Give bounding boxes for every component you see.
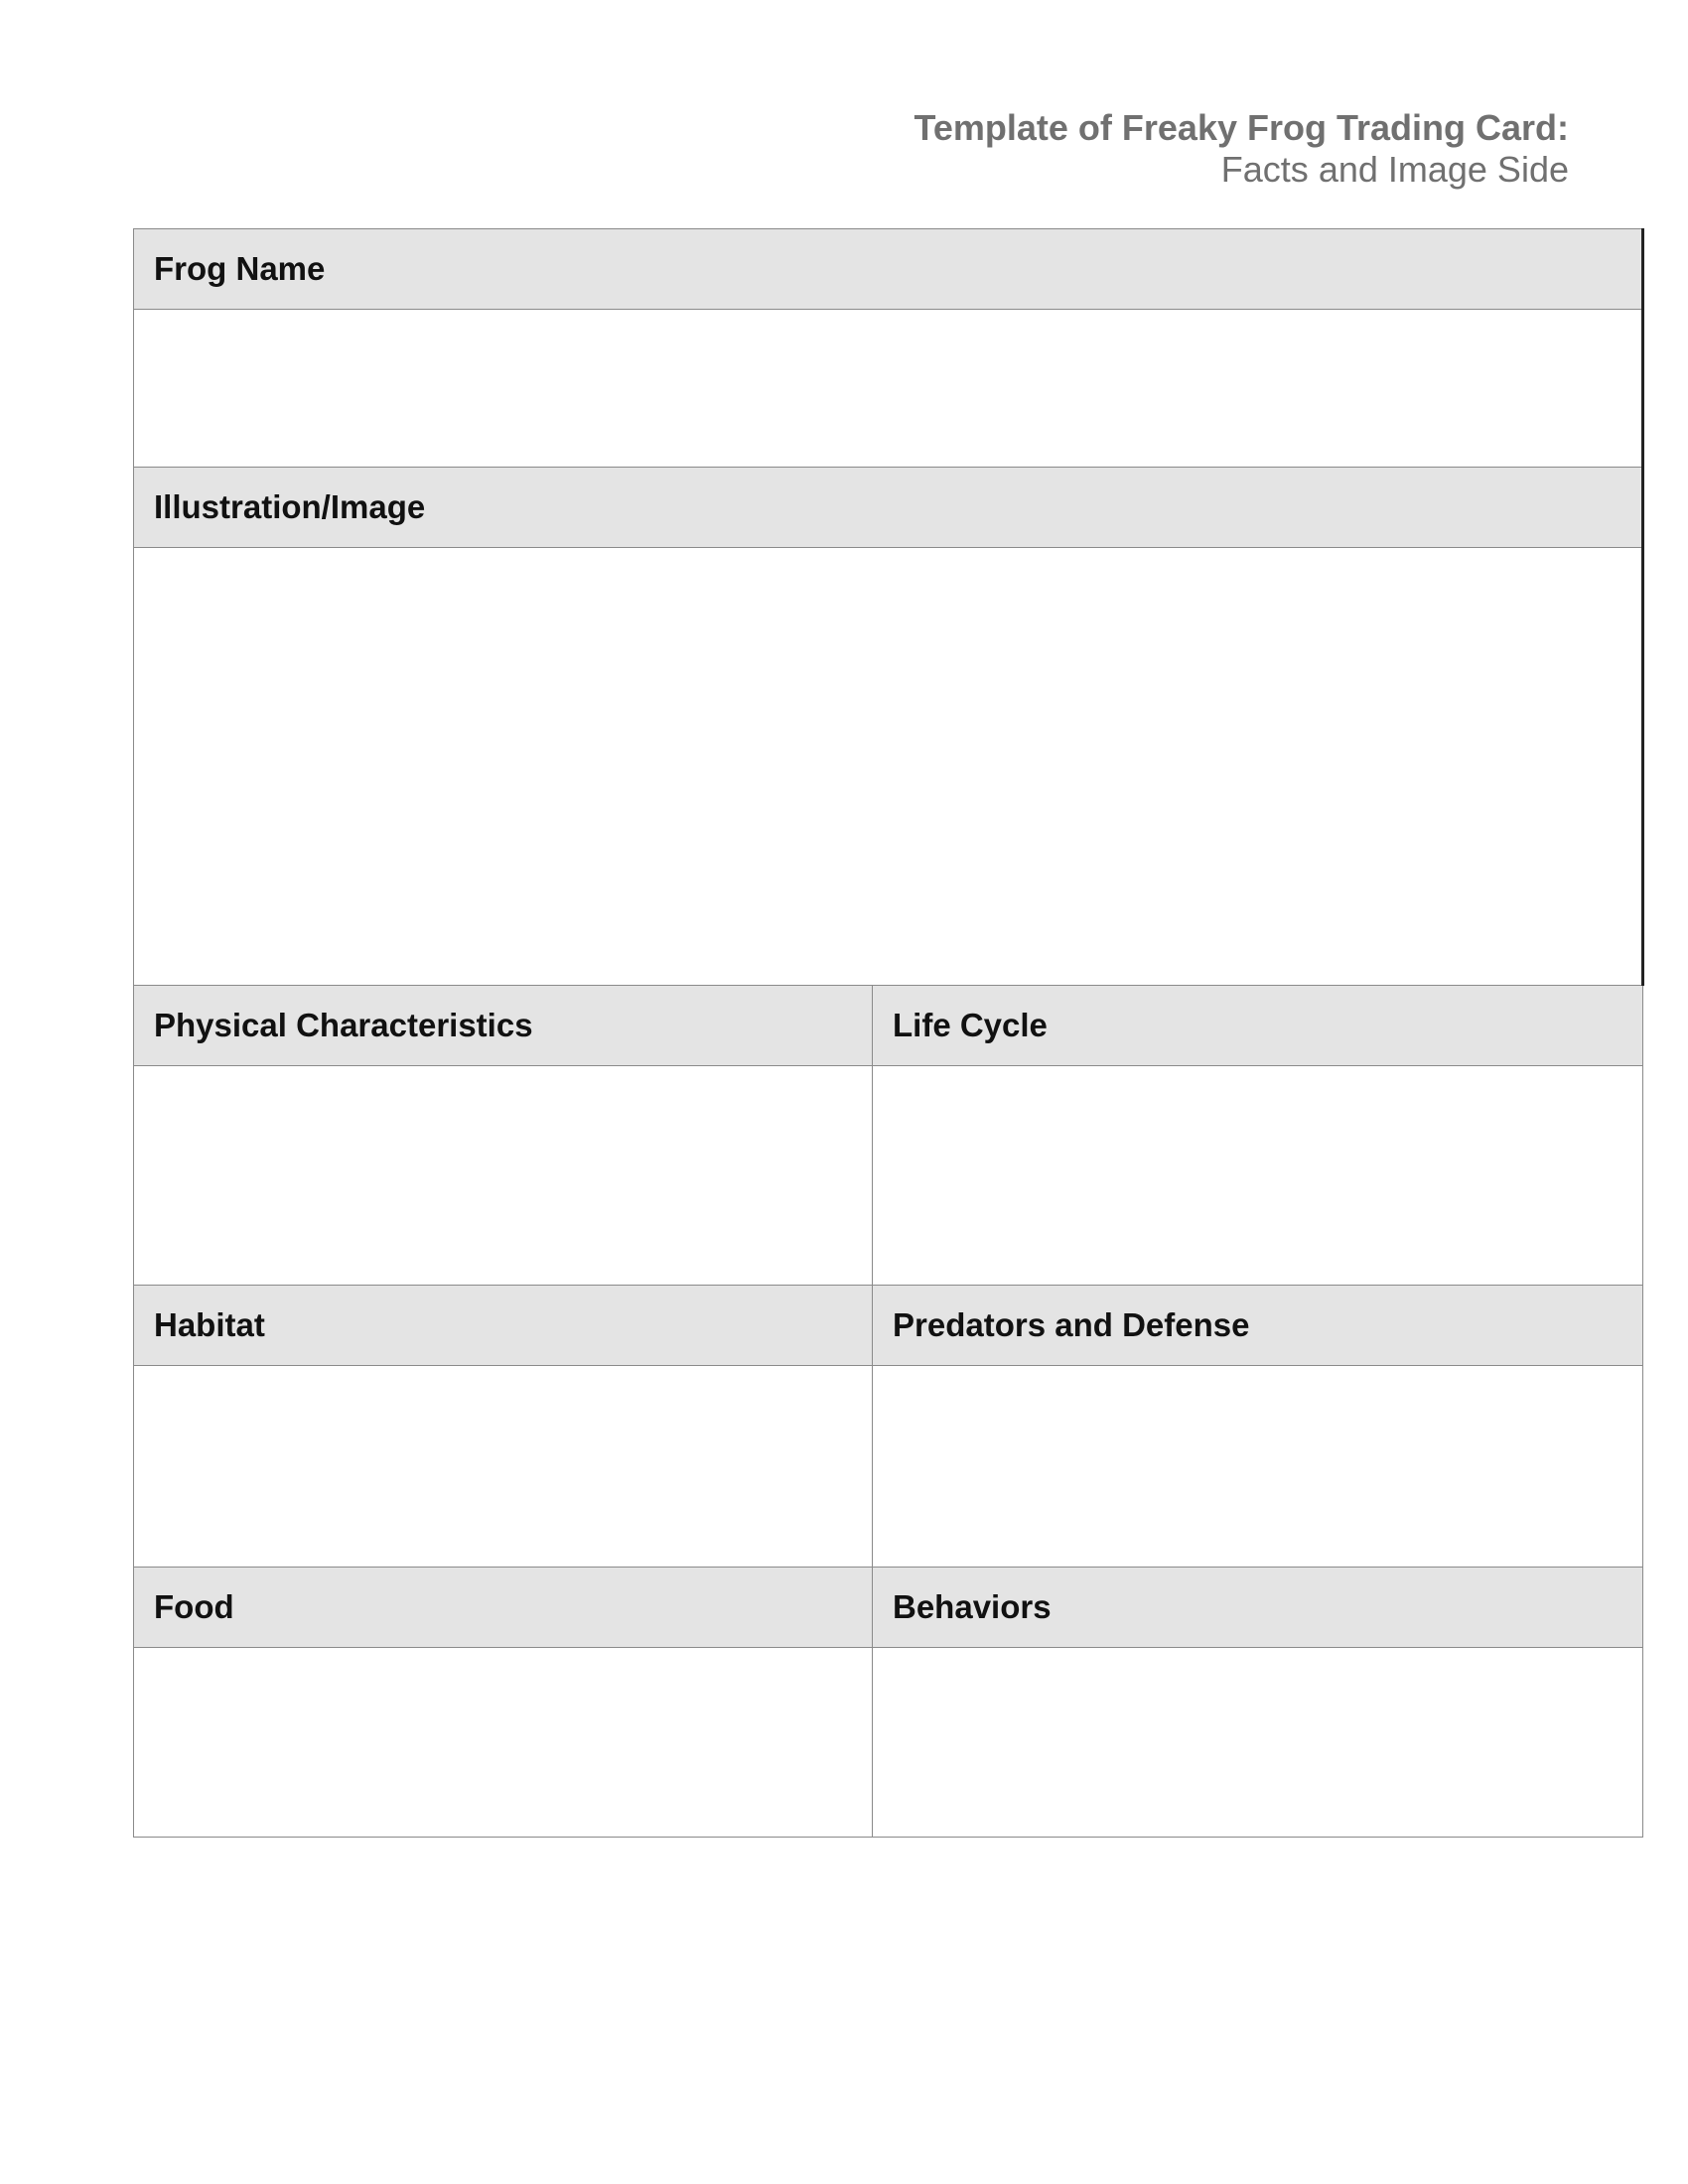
physical-characteristics-header: Physical Characteristics [134, 986, 873, 1066]
trading-card-template [133, 228, 1644, 1838]
life-cycle-field[interactable] [873, 1066, 1643, 1286]
page-subtitle: Facts and Image Side [1220, 149, 1569, 190]
illustration-field[interactable] [134, 548, 1643, 986]
frog-name-header: Frog Name [134, 229, 1643, 310]
page-title: Template of Freaky Frog Trading Card: [914, 107, 1569, 148]
behaviors-field[interactable] [873, 1648, 1643, 1838]
predators-defense-header: Predators and Defense [873, 1286, 1643, 1366]
habitat-header: Habitat [134, 1286, 873, 1366]
illustration-header: Illustration/Image [134, 468, 1643, 548]
life-cycle-header: Life Cycle [873, 986, 1643, 1066]
behaviors-header: Behaviors [873, 1568, 1643, 1648]
physical-characteristics-field[interactable] [134, 1066, 873, 1286]
page-header [914, 107, 1569, 191]
habitat-field[interactable] [134, 1366, 873, 1568]
frog-name-field[interactable] [134, 310, 1643, 468]
food-field[interactable] [134, 1648, 873, 1838]
predators-defense-field[interactable] [873, 1366, 1643, 1568]
food-header: Food [134, 1568, 873, 1648]
